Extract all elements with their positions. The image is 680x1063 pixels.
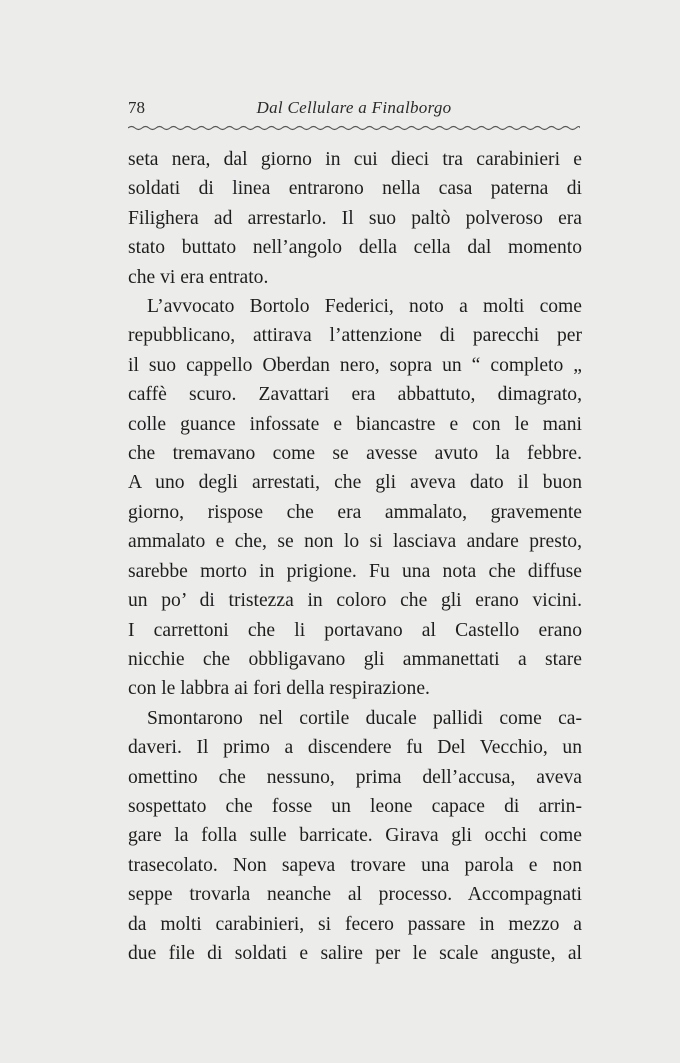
text-line: gare la folla sulle barricate. Girava gli occhi come xyxy=(128,825,582,847)
text-line: due file di soldati e salire per le scale anguste, al xyxy=(128,942,582,964)
text-line: sarebbe morto in prigione. Fu una nota che diffuse xyxy=(128,560,582,582)
text-line: soldati di linea entrarono nella casa paterna di xyxy=(128,178,582,200)
text-line: giorno, rispose che era ammalato, gravemente xyxy=(128,501,582,523)
text-line: nicchie che obbligavano gli ammanettati a stare xyxy=(128,648,582,670)
text-line: il suo cappello Oberdan nero, sopra un “ completo „ xyxy=(128,354,582,376)
text-line: che tremavano come se avesse avuto la febbre. xyxy=(128,443,582,465)
paragraph-2 xyxy=(128,292,582,704)
text-line: ammalato e che, se non lo si lasciava andare presto, xyxy=(128,531,582,553)
text-line: repubblicano, attirava l’attenzione di parecchi per xyxy=(128,325,582,347)
text-line: A uno degli arrestati, che gli aveva dato il buon xyxy=(128,472,582,494)
text-line: caffè scuro. Zavattari era abbattuto, dimagrato, xyxy=(128,384,582,406)
body-text xyxy=(128,145,582,968)
text-line: L’avvocato Bortolo Federici, noto a molti come xyxy=(147,296,582,318)
text-line: seppe trovarla neanche al processo. Accompagnati xyxy=(128,884,582,906)
text-line: sospettato che fosse un leone capace di arrin- xyxy=(128,795,582,817)
text-line: Filighera ad arrestarlo. Il suo paltò polveroso era xyxy=(128,207,582,229)
text-line: Smontarono nel cortile ducale pallidi come ca- xyxy=(147,707,582,729)
text-line: colle guance infossate e biancastre e con le mani xyxy=(128,413,582,435)
text-line: I carrettoni che li portavano al Castello erano xyxy=(128,619,582,641)
paragraph-1 xyxy=(128,145,582,292)
text-line: da molti carabinieri, si fecero passare in mezzo a xyxy=(128,913,582,935)
text-line: trasecolato. Non sapeva trovare una parola e non xyxy=(128,854,582,876)
page-header xyxy=(128,98,580,120)
text-line: stato buttato nell’angolo della cella dal momento xyxy=(128,237,582,259)
text-line: con le labbra ai fori della respirazione. xyxy=(128,678,430,700)
running-title: Dal Cellulare a Finalborgo xyxy=(256,98,452,117)
decorative-wave-rule xyxy=(128,123,580,133)
text-line: che vi era entrato. xyxy=(128,266,269,288)
paragraph-3 xyxy=(128,704,582,969)
text-line: seta nera, dal giorno in cui dieci tra carabinieri e xyxy=(128,149,582,170)
page-number: 78 xyxy=(128,98,145,117)
text-line: un po’ di tristezza in coloro che gli erano vicini. xyxy=(128,590,582,612)
text-line: daveri. Il primo a discendere fu Del Vecchio, un xyxy=(128,737,582,759)
text-line: omettino che nessuno, prima dell’accusa, aveva xyxy=(128,766,582,788)
